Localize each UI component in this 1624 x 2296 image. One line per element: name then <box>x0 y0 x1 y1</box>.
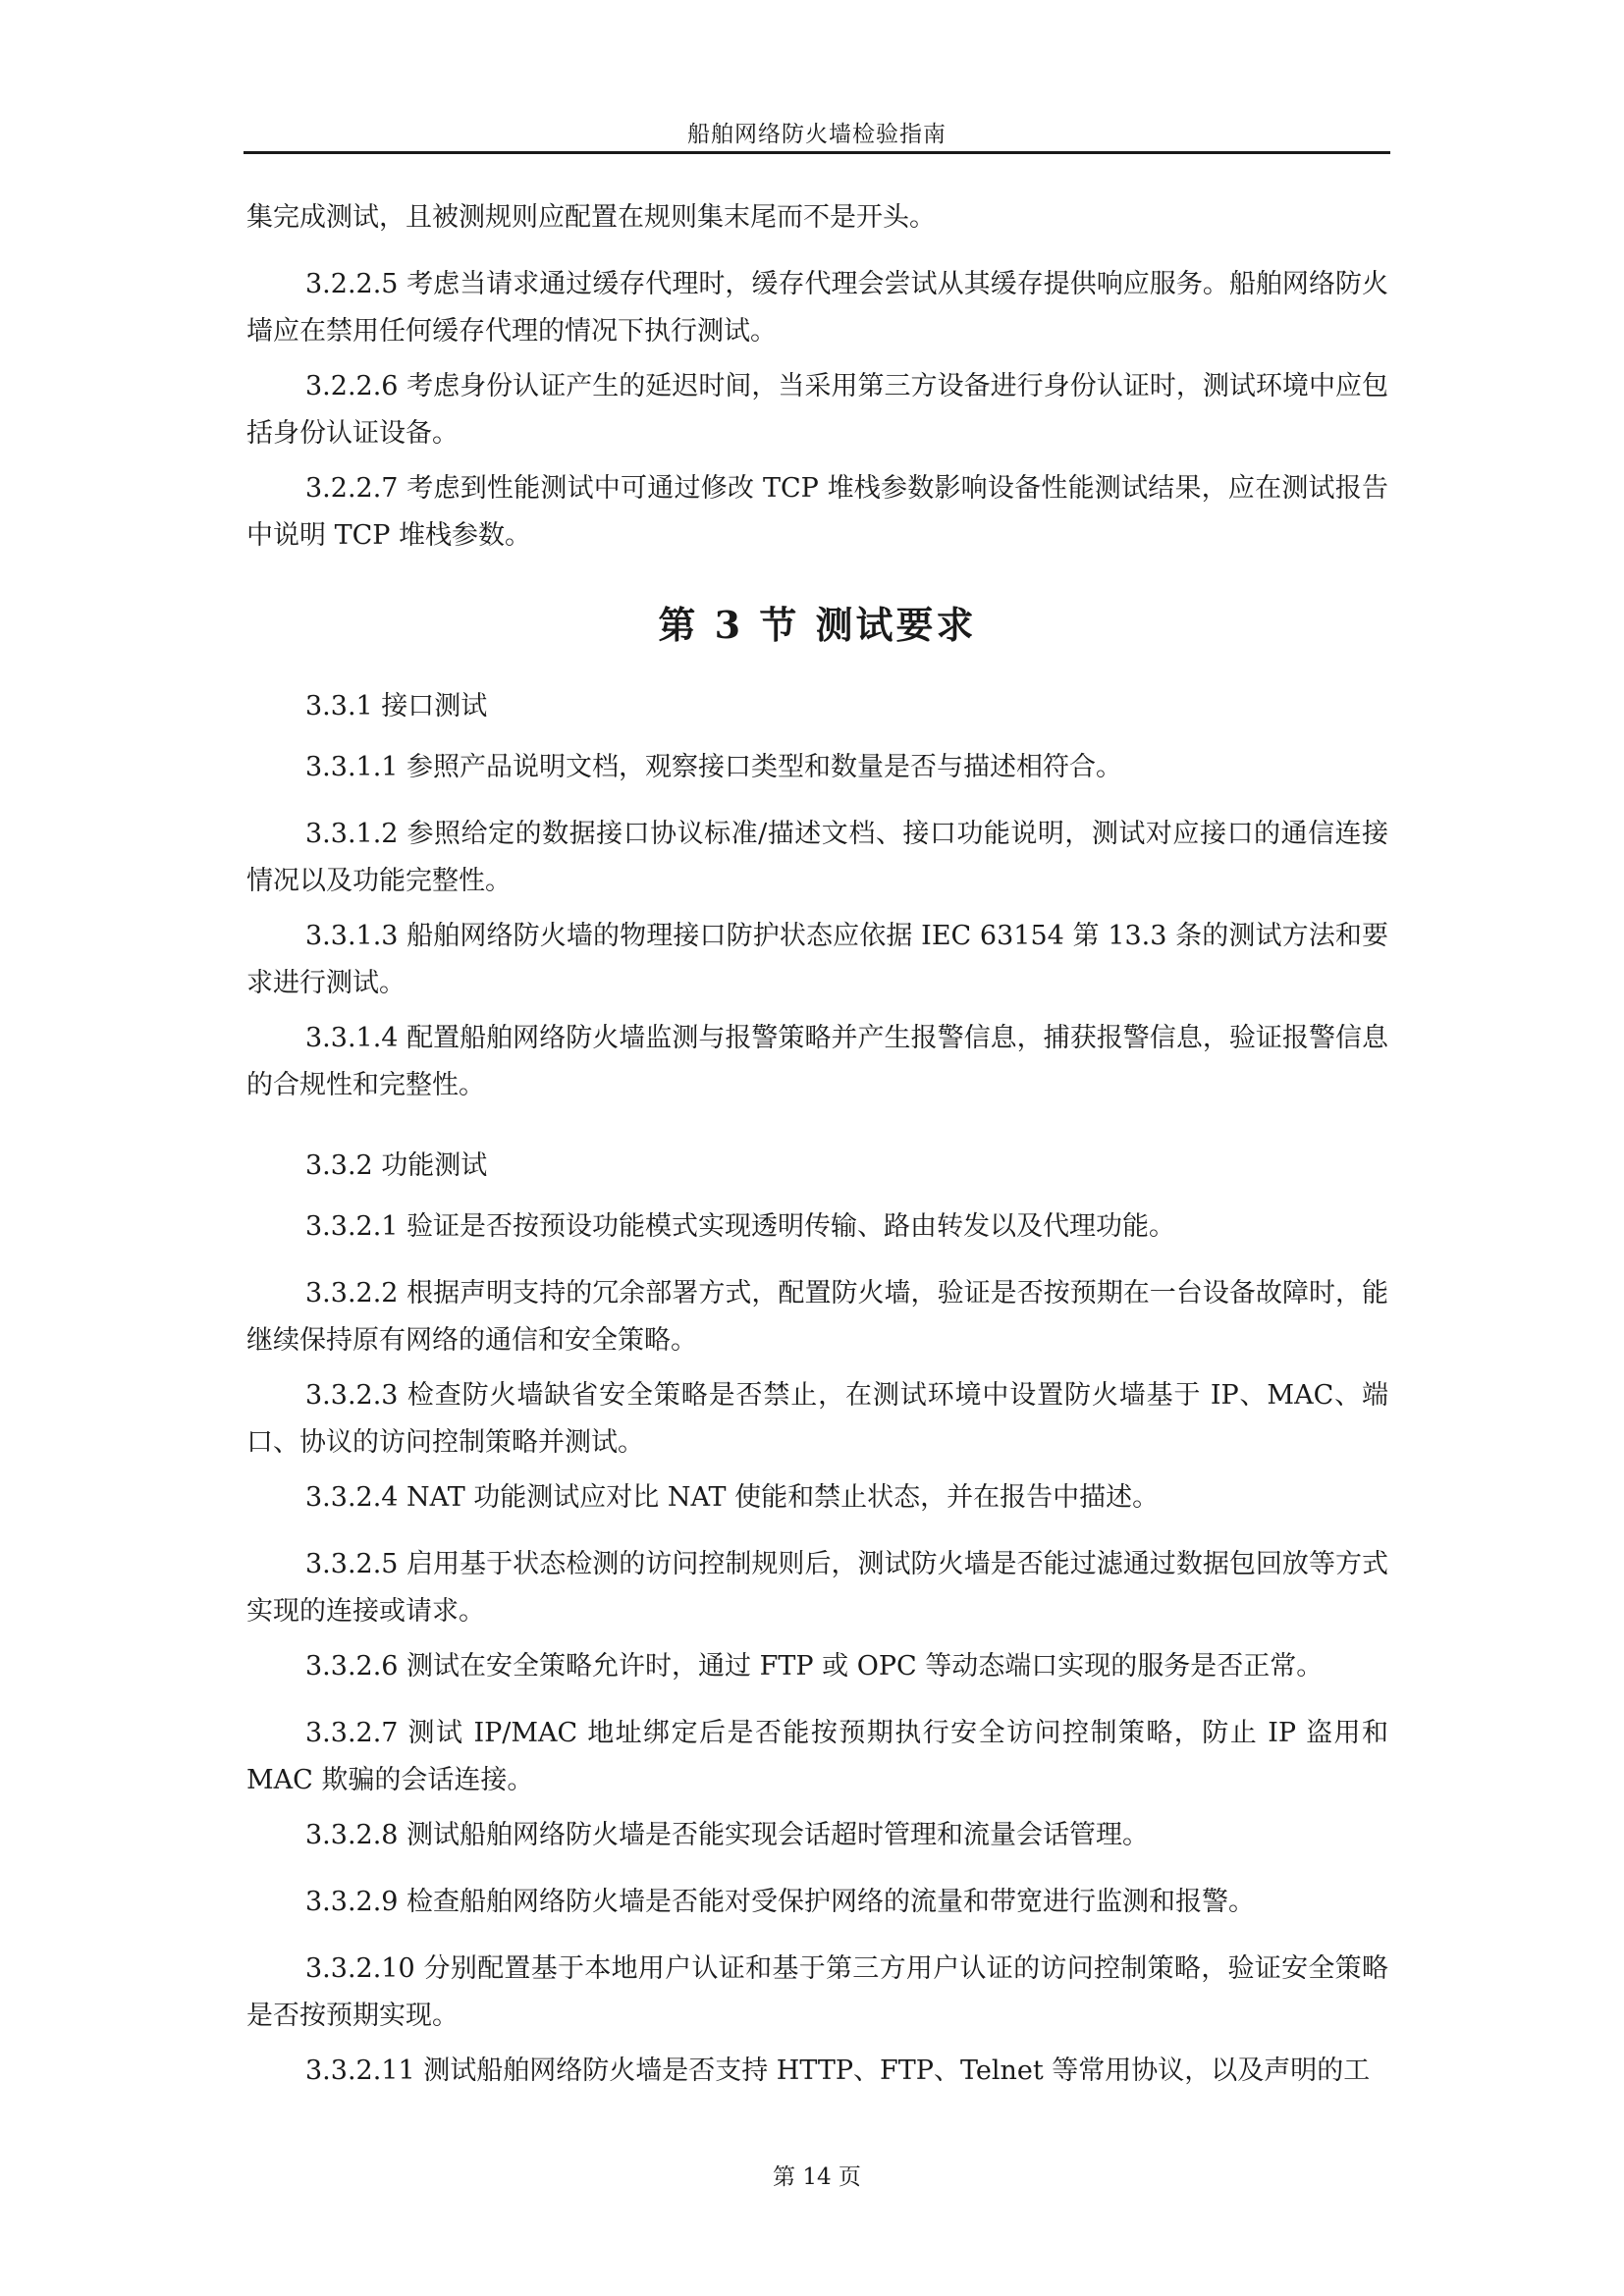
paragraph-3-3-2-4: 3.3.2.4 NAT 功能测试应对比 NAT 使能和禁止状态，并在报告中描述。 <box>305 1482 1160 1513</box>
paragraph-3-2-2-7: 3.2.2.7 考虑到性能测试中可通过修改 TCP 堆栈参数影响设备性能测试结果，应在测试报告中说明 TCP 堆栈参数。 <box>246 473 1388 551</box>
subsection-heading-3-3-2 <box>305 1143 487 1190</box>
paragraph-3-3-2-6: 3.3.2.6 测试在安全策略允许时，通过 FTP 或 OPC 等动态端口实现的服务是否正常。 <box>305 1651 1324 1682</box>
paragraph-continuation: 集完成测试，且被测规则应配置在规则集末尾而不是开头。 <box>246 202 936 233</box>
paragraph-3-3-2-1: 3.3.2.1 验证是否按预设功能模式实现透明传输、路由转发以及代理功能。 <box>305 1211 1176 1242</box>
paragraph-3-3-1-1: 3.3.1.1 参照产品说明文档，观察接口类型和数量是否与描述相符合。 <box>305 752 1123 782</box>
paragraph-3-3-2-5: 3.3.2.5 启用基于状态检测的访问控制规则后，测试防火墙是否能过滤通过数据包回放等方式实现的连接或请求。 <box>246 1549 1388 1627</box>
subsection-number: 3.3.1 <box>305 691 373 721</box>
running-header: 船舶网络防火墙检验指南 <box>687 122 947 147</box>
paragraph-3-2-2-6: 3.2.2.6 考虑身份认证产生的延迟时间，当采用第三方设备进行身份认证时，测试环境中应包括身份认证设备。 <box>246 371 1388 449</box>
paragraph-3-3-2-11: 3.3.2.11 测试船舶网络防火墙是否支持 HTTP、FTP、Telnet 等常用协议，以及声明的工 <box>305 2056 1371 2086</box>
paragraph-3-3-2-9: 3.3.2.9 检查船舶网络防火墙是否能对受保护网络的流量和带宽进行监测和报警。 <box>305 1887 1256 1917</box>
subsection-title: 接口测试 <box>381 691 488 721</box>
paragraph-3-3-1-4: 3.3.1.4 配置船舶网络防火墙监测与报警策略并产生报警信息，捕获报警信息，验证报警信息的合规性和完整性。 <box>246 1023 1388 1100</box>
subsection-number: 3.3.2 <box>305 1150 373 1181</box>
paragraph-3-3-2-7: 3.3.2.7 测试 IP/MAC 地址绑定后是否能按预期执行安全访问控制策略，防止 IP 盗用和MAC 欺骗的会话连接。 <box>246 1718 1388 1795</box>
header-rule <box>244 151 1390 154</box>
paragraph-3-2-2-5: 3.2.2.5 考虑当请求通过缓存代理时，缓存代理会尝试从其缓存提供响应服务。船舶网络防火墙应在禁用任何缓存代理的情况下执行测试。 <box>246 269 1388 347</box>
paragraph-3-3-1-3: 3.3.1.3 船舶网络防火墙的物理接口防护状态应依据 IEC 63154 第 13.3 条的测试方法和要求进行测试。 <box>246 921 1388 998</box>
section-title: 第 3 节 测试要求 <box>658 603 977 647</box>
paragraph-3-3-2-8: 3.3.2.8 测试船舶网络防火墙是否能实现会话超时管理和流量会话管理。 <box>305 1820 1150 1850</box>
page-number: 第 14 页 <box>773 2164 861 2190</box>
paragraph-3-3-2-10: 3.3.2.10 分别配置基于本地用户认证和基于第三方用户认证的访问控制策略，验证安全策略是否按预期实现。 <box>246 1953 1388 2031</box>
paragraph-3-3-2-3: 3.3.2.3 检查防火墙缺省安全策略是否禁止，在测试环境中设置防火墙基于 IP、MAC、端口、协议的访问控制策略并测试。 <box>246 1380 1388 1458</box>
subsection-title: 功能测试 <box>381 1150 488 1181</box>
paragraph-3-3-2-2: 3.3.2.2 根据声明支持的冗余部署方式，配置防火墙，验证是否按预期在一台设备故障时，能继续保持原有网络的通信和安全策略。 <box>246 1278 1388 1356</box>
paragraph-3-3-1-2: 3.3.1.2 参照给定的数据接口协议标准/描述文档、接口功能说明，测试对应接口的通信连接情况以及功能完整性。 <box>246 819 1388 896</box>
subsection-heading-3-3-1 <box>305 683 487 730</box>
